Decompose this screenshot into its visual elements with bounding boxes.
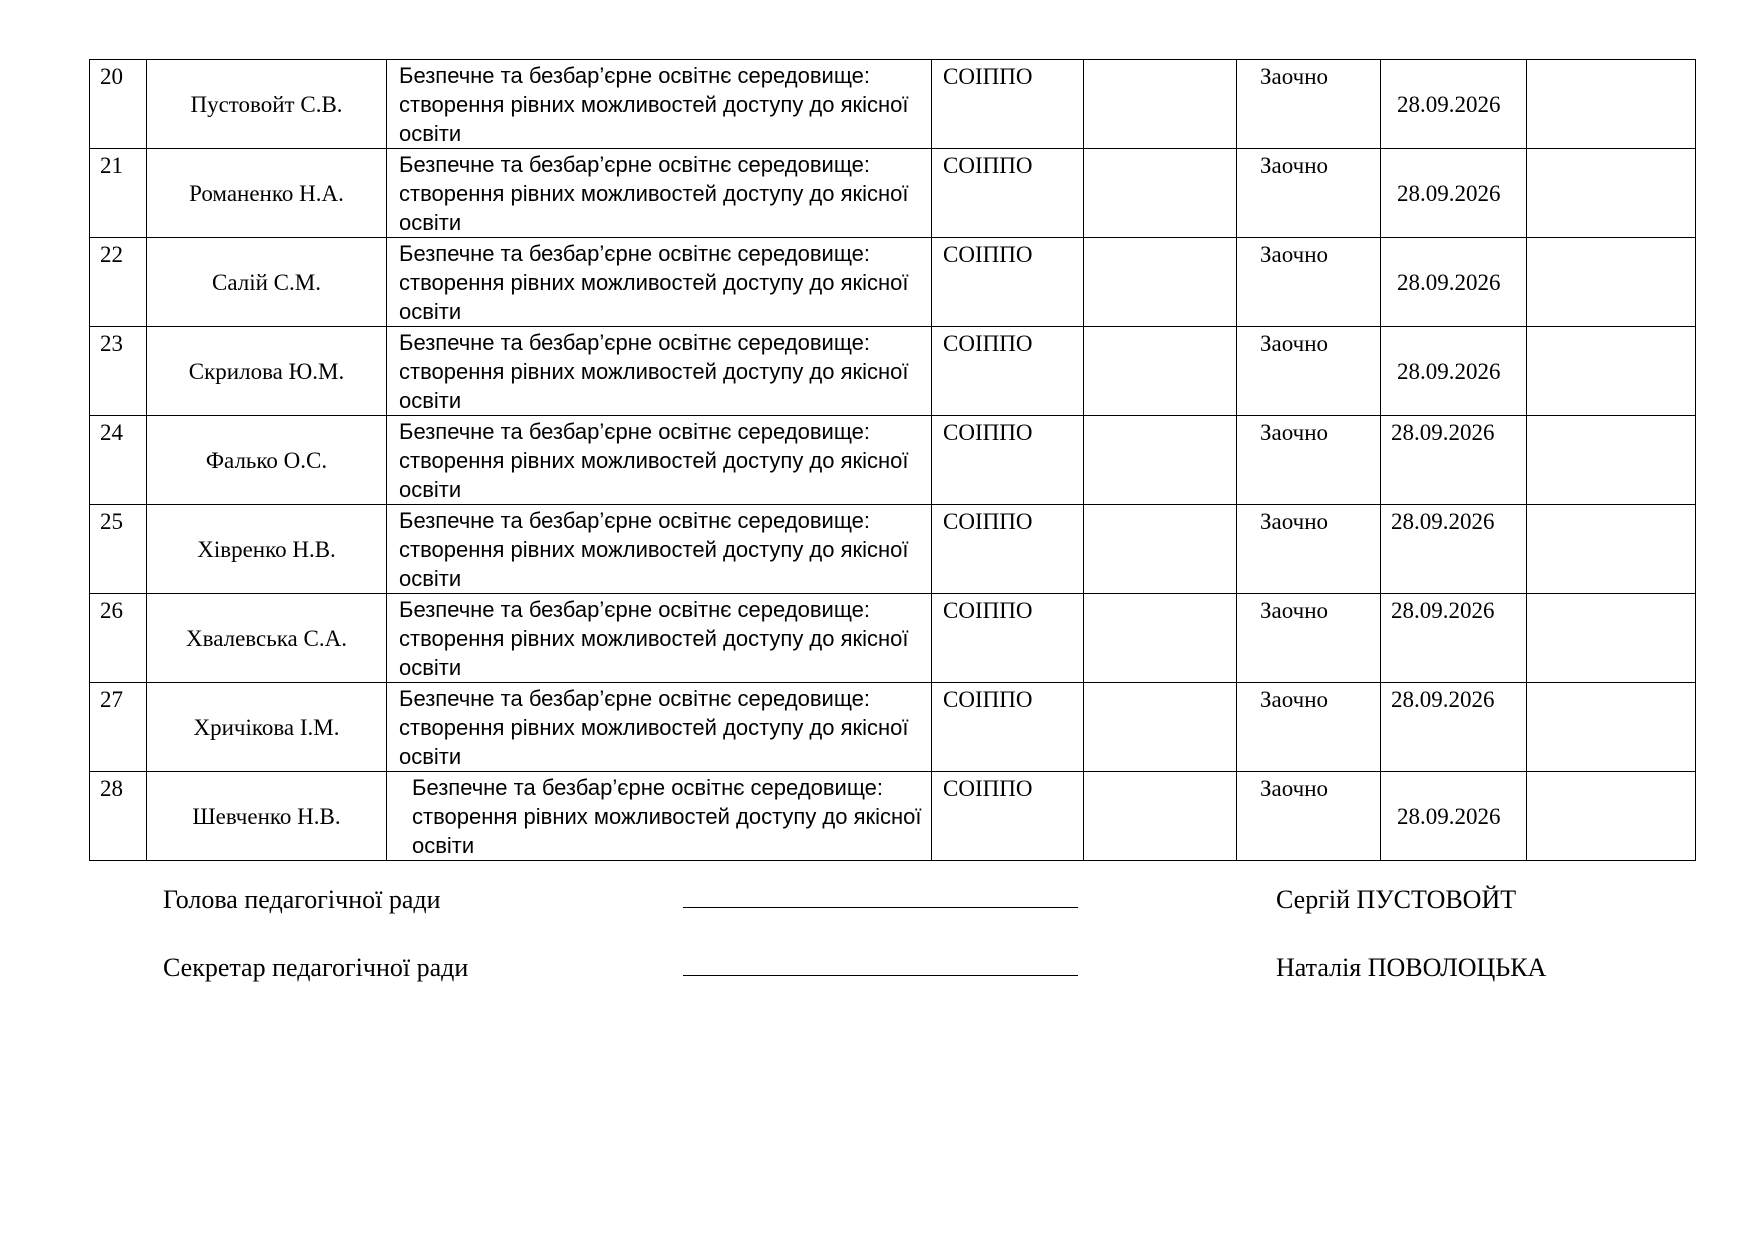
study-form: Заочно [1237, 683, 1381, 772]
secretary-name: Наталія ПОВОЛОЦЬКА [1276, 953, 1547, 982]
course-topic: Безпечне та безбар’єрне освітнє середовище: створення рівних можливостей доступу до якісної освіти [387, 60, 932, 149]
teacher-name: Салій С.М. [147, 238, 387, 327]
provider-org: СОІППО [932, 594, 1084, 683]
secretary-signature-row [0, 953, 1754, 987]
empty-cell [1527, 683, 1696, 772]
empty-cell [1527, 238, 1696, 327]
empty-cell [1527, 60, 1696, 149]
empty-cell [1527, 149, 1696, 238]
row-number: 27 [90, 683, 147, 772]
teacher-name: Скрилова Ю.М. [147, 327, 387, 416]
date-cell [1381, 594, 1527, 683]
empty-cell [1084, 416, 1237, 505]
study-form: Заочно [1237, 416, 1381, 505]
empty-cell [1527, 327, 1696, 416]
date-cell [1381, 416, 1527, 505]
signature-line [683, 975, 1078, 976]
provider-org: СОІППО [932, 238, 1084, 327]
teacher-name: Хвалевська С.А. [147, 594, 387, 683]
empty-cell [1084, 683, 1237, 772]
empty-cell [1084, 505, 1237, 594]
table-row [90, 505, 1696, 594]
chair-name: Сергій ПУСТОВОЙТ [1276, 885, 1517, 914]
teacher-name: Фалько О.С. [147, 416, 387, 505]
table-row [90, 327, 1696, 416]
date-cell [1381, 772, 1527, 861]
teacher-name: Шевченко Н.В. [147, 772, 387, 861]
table-row [90, 60, 1696, 149]
course-topic: Безпечне та безбар’єрне освітнє середовище: створення рівних можливостей доступу до якісної освіти [387, 416, 932, 505]
empty-cell [1084, 594, 1237, 683]
course-topic: Безпечне та безбар’єрне освітнє середовище: створення рівних можливостей доступу до якісної освіти [387, 149, 932, 238]
course-topic: Безпечне та безбар’єрне освітнє середовище: створення рівних можливостей доступу до якісної освіти [387, 238, 932, 327]
empty-cell [1527, 772, 1696, 861]
date-cell [1381, 683, 1527, 772]
course-topic: Безпечне та безбар’єрне освітнє середовище: створення рівних можливостей доступу до якісної освіти [387, 772, 932, 861]
row-number: 21 [90, 149, 147, 238]
row-number: 25 [90, 505, 147, 594]
completion-date: 28.09.2026 [1397, 804, 1501, 829]
study-form: Заочно [1237, 594, 1381, 683]
table-row [90, 594, 1696, 683]
row-number: 20 [90, 60, 147, 149]
empty-cell [1084, 772, 1237, 861]
date-cell [1381, 60, 1527, 149]
completion-date: 28.09.2026 [1397, 270, 1501, 295]
teacher-name: Романенко Н.А. [147, 149, 387, 238]
completion-date: 28.09.2026 [1391, 598, 1495, 623]
study-form: Заочно [1237, 772, 1381, 861]
provider-org: СОІППО [932, 60, 1084, 149]
empty-cell [1527, 416, 1696, 505]
table-row [90, 416, 1696, 505]
course-topic: Безпечне та безбар’єрне освітнє середовище: створення рівних можливостей доступу до якісної освіти [387, 683, 932, 772]
empty-cell [1527, 505, 1696, 594]
row-number: 22 [90, 238, 147, 327]
row-number: 26 [90, 594, 147, 683]
provider-org: СОІППО [932, 149, 1084, 238]
training-roster-table [89, 59, 1696, 861]
empty-cell [1084, 238, 1237, 327]
completion-date: 28.09.2026 [1391, 509, 1495, 534]
provider-org: СОІППО [932, 327, 1084, 416]
course-topic: Безпечне та безбар’єрне освітнє середовище: створення рівних можливостей доступу до якісної освіти [387, 594, 932, 683]
empty-cell [1527, 594, 1696, 683]
row-number: 24 [90, 416, 147, 505]
secretary-role: Секретар педагогічної ради [163, 953, 469, 982]
completion-date: 28.09.2026 [1397, 359, 1501, 384]
study-form: Заочно [1237, 327, 1381, 416]
table-row [90, 683, 1696, 772]
date-cell [1381, 327, 1527, 416]
teacher-name: Хівренко Н.В. [147, 505, 387, 594]
course-topic: Безпечне та безбар’єрне освітнє середовище: створення рівних можливостей доступу до якісної освіти [387, 327, 932, 416]
completion-date: 28.09.2026 [1397, 92, 1501, 117]
teacher-name: Пустовойт С.В. [147, 60, 387, 149]
completion-date: 28.09.2026 [1391, 687, 1495, 712]
provider-org: СОІППО [932, 772, 1084, 861]
completion-date: 28.09.2026 [1391, 420, 1495, 445]
study-form: Заочно [1237, 505, 1381, 594]
course-topic: Безпечне та безбар’єрне освітнє середовище: створення рівних можливостей доступу до якісної освіти [387, 505, 932, 594]
study-form: Заочно [1237, 149, 1381, 238]
date-cell [1381, 505, 1527, 594]
empty-cell [1084, 327, 1237, 416]
table-row [90, 772, 1696, 861]
signature-line [683, 907, 1078, 908]
study-form: Заочно [1237, 60, 1381, 149]
empty-cell [1084, 149, 1237, 238]
row-number: 23 [90, 327, 147, 416]
completion-date: 28.09.2026 [1397, 181, 1501, 206]
chair-role: Голова педагогічної ради [163, 885, 441, 914]
date-cell [1381, 238, 1527, 327]
provider-org: СОІППО [932, 416, 1084, 505]
study-form: Заочно [1237, 238, 1381, 327]
empty-cell [1084, 60, 1237, 149]
date-cell [1381, 149, 1527, 238]
provider-org: СОІППО [932, 505, 1084, 594]
chair-signature-row [0, 885, 1754, 919]
table-row [90, 149, 1696, 238]
teacher-name: Хричікова І.М. [147, 683, 387, 772]
provider-org: СОІППО [932, 683, 1084, 772]
table-row [90, 238, 1696, 327]
row-number: 28 [90, 772, 147, 861]
